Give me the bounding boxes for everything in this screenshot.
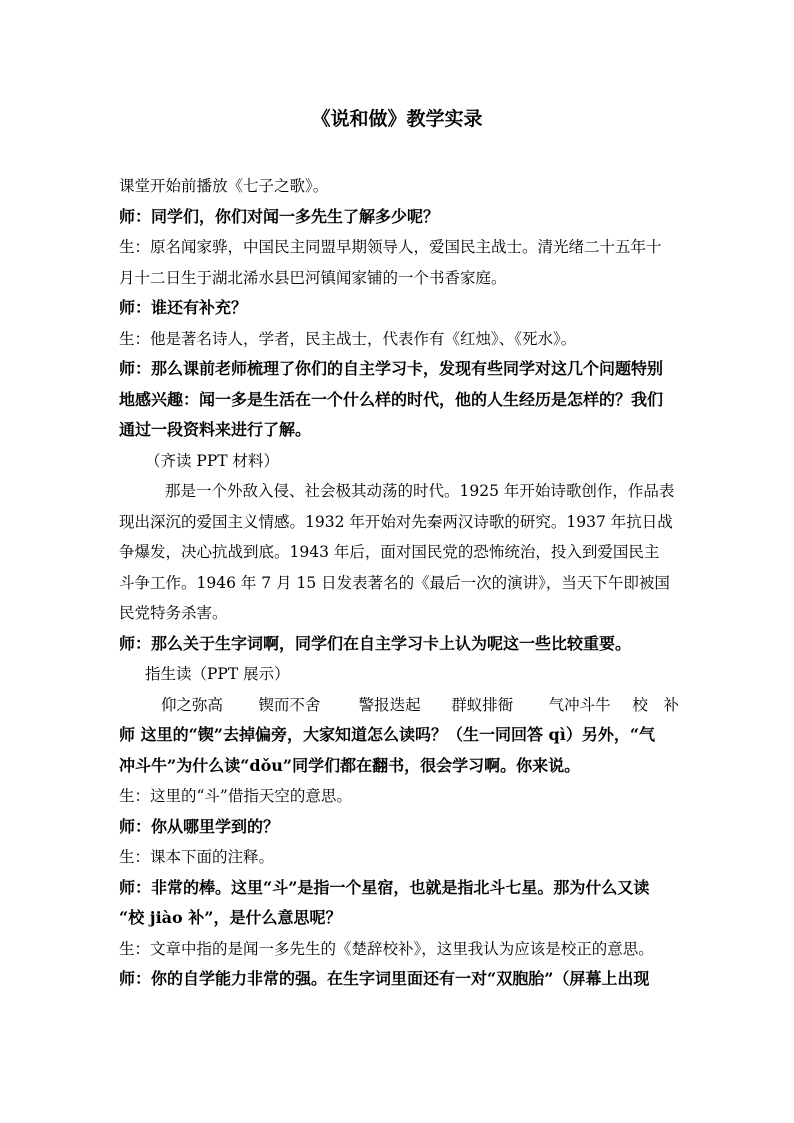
material-line: 斗争工作。1946 年 7 月 15 日发表著名的《最后一次的演讲》，当天下午即被国 bbox=[119, 573, 670, 592]
material-line: 那是一个外敌入侵、社会极其动荡的时代。1925 年开始诗歌创作，作品表 bbox=[165, 482, 675, 500]
student-line: 月十二日生于湖北浠水县巴河镇闻家铺的一个书香家庭。 bbox=[119, 268, 507, 287]
student-line: 生：原名闻家骅，中国民主同盟早期领导人，爱国民主战士。清光绪二十五年十 bbox=[119, 238, 662, 256]
teacher-line: “校 jiào 补”，是什么意思呢？ bbox=[119, 908, 342, 927]
vocab-word: 校 bbox=[632, 695, 648, 714]
vocab-word: 气冲斗牛 bbox=[548, 695, 611, 714]
teacher-line: 师：那么课前老师梳理了你们的自主学习卡，发现有些同学对这几个问题特别 bbox=[119, 359, 664, 378]
teacher-line: 地感兴趣：闻一多是生活在一个什么样的时代，他的人生经历是怎样的？我们 bbox=[119, 389, 664, 409]
student-line: 生：文章中指的是闻一多先生的《楚辞校补》，这里我认为应该是校正的意思。 bbox=[119, 939, 654, 958]
student-line: 生：这里的“斗”借指天空的意思。 bbox=[119, 787, 352, 805]
student-line: 生：课本下面的注释。 bbox=[119, 848, 275, 866]
student-line: 生：他是著名诗人，学者，民主战士，代表作有《红烛》、《死水》。 bbox=[119, 329, 577, 348]
teacher-line: 师：同学们，你们对闻一多先生了解多少呢？ bbox=[119, 206, 440, 226]
teacher-line: 师：你从哪里学到的？ bbox=[119, 816, 280, 836]
vocab-word: 锲而不舍 bbox=[258, 695, 321, 714]
teacher-line: 师：那么关于生字词啊，同学们在自主学习卡上认为呢这一些比较重要。 bbox=[119, 633, 632, 653]
vocab-word: 仰之弥高 bbox=[161, 695, 224, 714]
vocab-list bbox=[119, 690, 679, 721]
teacher-line: 冲斗牛”为什么读“dǒu”同学们都在翻书，很会学习啊。你来说。 bbox=[119, 755, 581, 775]
document-title: 《说和做》教学实录 bbox=[311, 108, 483, 130]
teacher-line: 通过一段资料来进行了解。 bbox=[119, 420, 312, 439]
stage-direction: （齐读 PPT 材料） bbox=[145, 451, 280, 470]
stage-direction: 指生读（PPT 展示） bbox=[145, 665, 290, 683]
material-line: 争爆发，决心抗战到底。1943 年后，面对国民党的恐怖统治，投入到爱国民主 bbox=[119, 543, 660, 561]
material-line: 民党特务杀害。 bbox=[119, 604, 228, 622]
vocab-word: 补 bbox=[663, 695, 679, 714]
teacher-line: 师：非常的棒。这里“斗”是指一个星宿，也就是指北斗七星。那为什么又读 bbox=[119, 877, 650, 897]
paragraph-line: 课堂开始前播放《七子之歌》。 bbox=[119, 177, 329, 195]
document-body bbox=[119, 171, 679, 995]
material-line: 现出深沉的爱国主义情感。1932 年开始对先秦两汉诗歌的研究。1937 年抗日战 bbox=[119, 512, 673, 531]
teacher-line: 师：你的自学能力非常的强。在生字词里面还有一对“双胞胎”（屏幕上出现 bbox=[119, 969, 650, 988]
vocab-word: 警报迭起 bbox=[358, 695, 421, 714]
teacher-line: 师 这里的“锲”去掉偏旁，大家知道怎么读吗？（生一同回答 qì）另外，“气 bbox=[119, 725, 656, 744]
teacher-line: 师：谁还有补充？ bbox=[119, 298, 248, 317]
vocab-word: 群蚁排衙 bbox=[451, 695, 514, 714]
